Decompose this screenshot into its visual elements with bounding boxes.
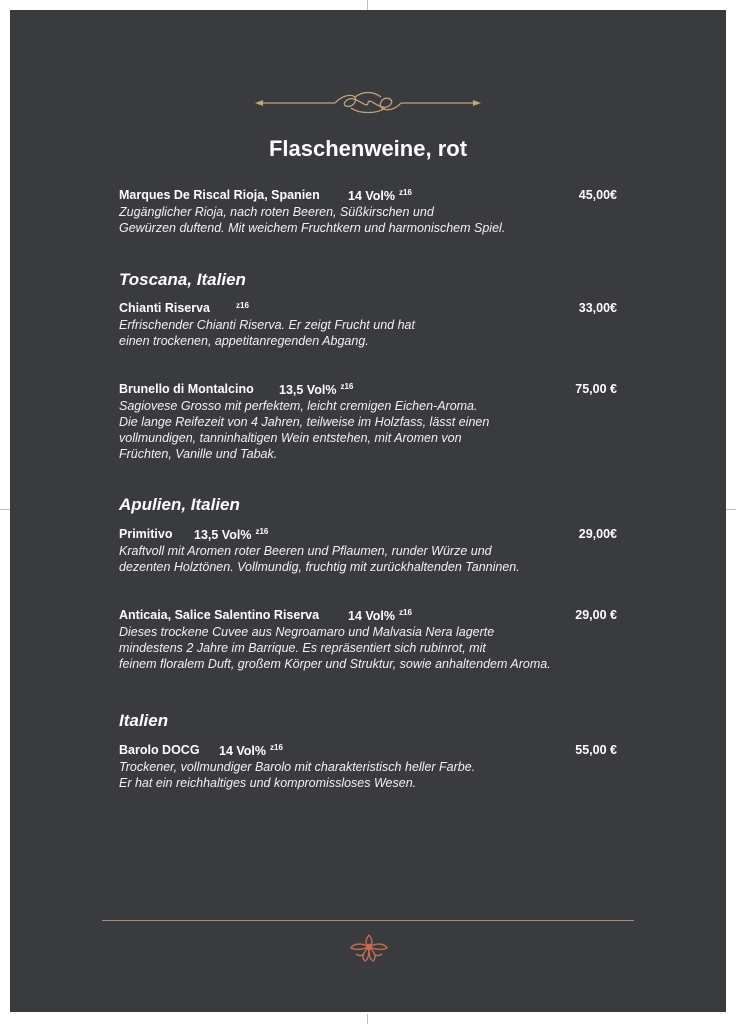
wine-price: 29,00€ bbox=[578, 527, 617, 541]
description-line: feinem floralem Duft, großem Körper und Struktur, sowie anhaltendem Aroma. bbox=[119, 657, 551, 671]
wine-volume: 14 Vol% bbox=[348, 189, 396, 203]
wine-description bbox=[119, 204, 617, 236]
description-line: Zugänglicher Rioja, nach roten Beeren, Süßkirschen und bbox=[119, 205, 434, 219]
description-line: Erfrischender Chianti Riserva. Er zeigt Frucht und hat bbox=[119, 318, 415, 332]
description-line: Früchten, Vanille und Tabak. bbox=[119, 447, 278, 461]
wine-entry bbox=[119, 527, 617, 575]
wine-description bbox=[119, 759, 617, 791]
allergen-mark: z16 bbox=[399, 608, 412, 617]
section-heading: Italien bbox=[119, 711, 169, 730]
wine-name: Barolo DOCG bbox=[119, 743, 200, 757]
wine-price: 75,00 € bbox=[575, 382, 617, 396]
wine-description bbox=[119, 398, 617, 462]
wine-name: Primitivo bbox=[119, 527, 173, 541]
description-line: Er hat ein reichhaltiges und kompromissloses Wesen. bbox=[119, 776, 417, 790]
description-line: mindestens 2 Jahre im Barrique. Es repräsentiert sich rubinrot, mit bbox=[119, 641, 486, 655]
allergen-mark: z16 bbox=[340, 382, 354, 391]
floral-ornament-icon bbox=[347, 932, 391, 964]
description-line: Trockener, vollmundiger Barolo mit charakteristisch heller Farbe. bbox=[119, 760, 476, 774]
wine-price: 29,00 € bbox=[575, 608, 617, 622]
description-line: Sagiovese Grosso mit perfektem, leicht cremigen Eichen-Aroma. bbox=[119, 399, 478, 413]
wine-price: 33,00€ bbox=[578, 301, 617, 315]
wine-volume: 14 Vol% bbox=[348, 609, 396, 623]
description-line: vollmundigen, tanninhaltigen Wein entstehen, mit Aromen von bbox=[119, 431, 462, 445]
wine-price: 45,00€ bbox=[578, 188, 617, 202]
crop-mark bbox=[367, 1014, 368, 1024]
wine-volume: 13,5 Vol% bbox=[279, 383, 337, 397]
description-line: Gewürzen duftend. Mit weichem Fruchtkern und harmonischem Spiel. bbox=[119, 221, 506, 235]
allergen-mark: z16 bbox=[270, 743, 283, 752]
description-line: Die lange Reifezeit von 4 Jahren, teilweise im Holzfass, lässt einen bbox=[119, 415, 490, 429]
allergen-mark: z16 bbox=[236, 301, 249, 310]
wine-description bbox=[119, 543, 617, 575]
wine-entry bbox=[119, 608, 617, 672]
description-line: einen trockenen, appetitanregenden Abgang. bbox=[119, 334, 369, 348]
wine-name: Marques De Riscal Rioja, Spanien bbox=[119, 188, 320, 202]
wine-entry bbox=[119, 301, 617, 349]
menu-page bbox=[10, 10, 726, 1012]
crop-mark bbox=[0, 509, 10, 510]
wine-description bbox=[119, 624, 617, 672]
footer-divider bbox=[102, 920, 634, 921]
page-title: Flaschenweine, rot bbox=[268, 136, 468, 161]
section-heading: Apulien, Italien bbox=[119, 495, 240, 514]
allergen-mark: z16 bbox=[255, 527, 269, 536]
wine-entry bbox=[119, 188, 617, 236]
crop-mark bbox=[726, 509, 736, 510]
wine-entry bbox=[119, 382, 617, 462]
section-heading: Toscana, Italien bbox=[119, 270, 246, 289]
wine-description bbox=[119, 317, 617, 349]
allergen-mark: z16 bbox=[399, 188, 412, 197]
wine-name: Brunello di Montalcino bbox=[119, 382, 254, 396]
wine-entry bbox=[119, 743, 617, 791]
wine-volume: 14 Vol% bbox=[219, 744, 267, 758]
wine-name: Chianti Riserva bbox=[119, 301, 211, 315]
description-line: Dieses trockene Cuvee aus Negroamaro und Malvasia Nera lagerte bbox=[119, 625, 495, 639]
scroll-ornament-icon bbox=[255, 88, 481, 118]
wine-volume: 13,5 Vol% bbox=[194, 528, 252, 542]
wine-price: 55,00 € bbox=[575, 743, 617, 757]
description-line: Kraftvoll mit Aromen roter Beeren und Pflaumen, runder Würze und bbox=[119, 544, 492, 558]
crop-mark bbox=[367, 0, 368, 10]
description-line: dezenten Holztönen. Vollmundig, fruchtig mit zurückhaltenden Tanninen. bbox=[119, 560, 520, 574]
wine-name: Anticaia, Salice Salentino Riserva bbox=[119, 608, 320, 622]
